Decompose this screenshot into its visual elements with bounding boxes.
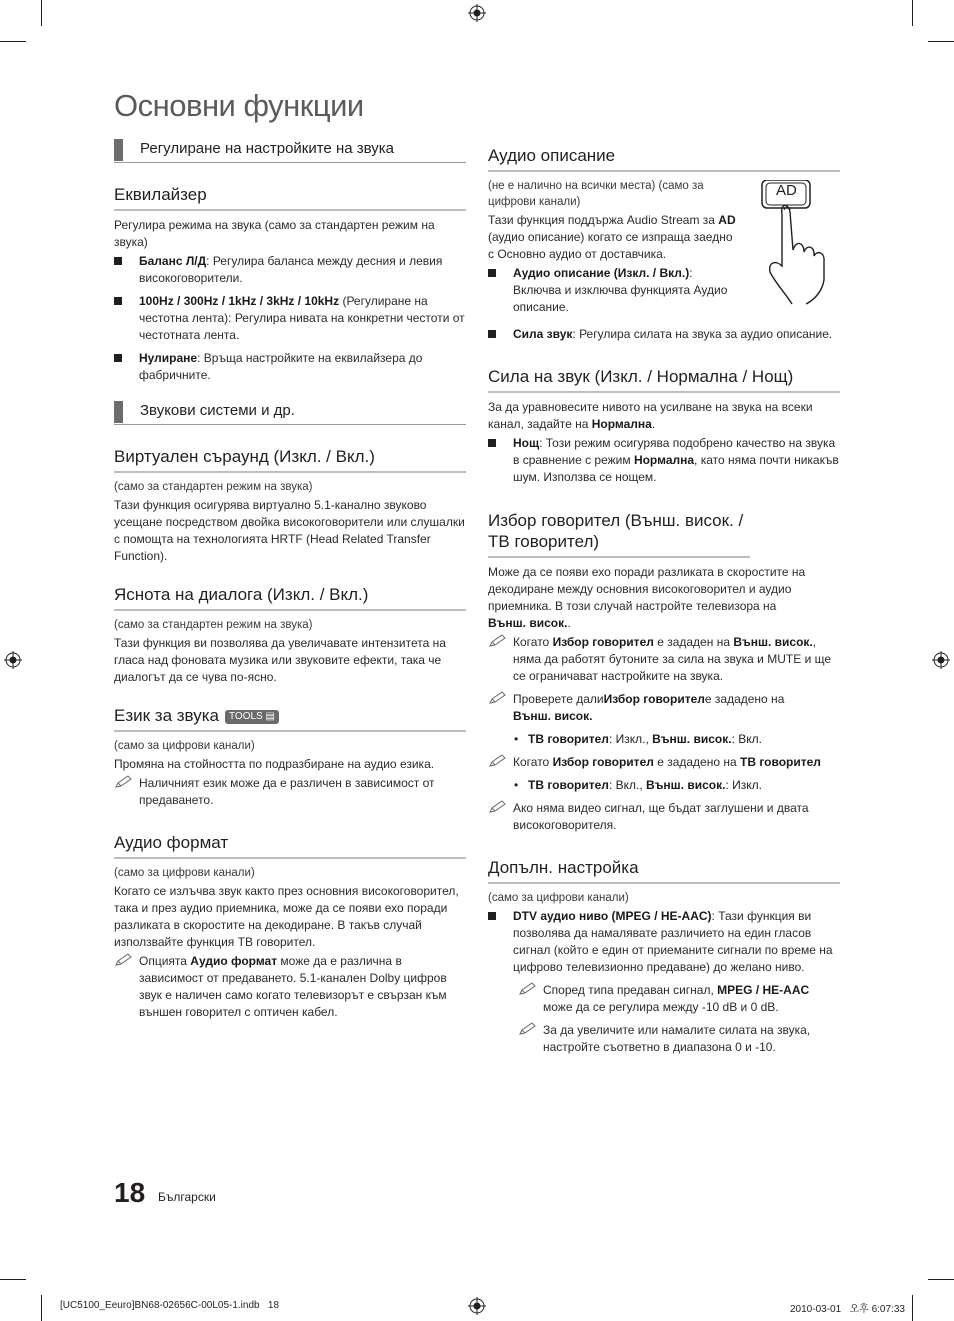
page-language: Български — [158, 1190, 216, 1204]
virtual-surround-text: Тази функция осигурява виртуално 5.1-канално звуково усещане посредством двойка високоговорители или слушалки с помощта на технологията HRTF (Head Related Transfer Function). — [114, 498, 465, 563]
ad-button-label: AD — [776, 182, 797, 199]
page-number: 18 — [114, 1177, 146, 1208]
crop-mark — [0, 1279, 26, 1280]
speaker-select-title: Избор говорител (Външ. висок. / ТВ говорител) — [488, 510, 750, 558]
audio-description-note: (не е налично на всички места) (само за цифрови канали) — [488, 180, 704, 208]
audio-description-section — [488, 146, 840, 343]
crop-mark — [912, 1295, 913, 1321]
audio-description-text: Тази функция поддържа Audio Stream за AD (аудио описание) когато се изпраща заедно с Основно аудио от доставчика. — [488, 213, 736, 261]
note-item: Ако няма видео сигнал, ще бъдат заглушени и двата високоговорителя. — [488, 800, 840, 834]
list-item: DTV аудио ниво (MPEG / HE-AAC): Тази функция ви позволява да намалявате различието на един гласов сигнал (който е един от приеманите сигнали по време на цифрово телевизионно предаване) до желано ниво. — [488, 908, 840, 976]
registration-mark-icon — [468, 1297, 486, 1315]
volume-title: Сила на звук (Изкл. / Нормална / Нощ) — [488, 367, 840, 393]
pencil-note-icon — [488, 634, 508, 648]
extra-settings-note: (само за цифрови канали) — [488, 892, 629, 904]
pencil-note-icon — [114, 775, 134, 789]
note-item: Когато Избор говорител е зададено на ТВ говорител — [488, 754, 840, 771]
volume-section — [488, 367, 840, 486]
print-date-info: 2010-03-01 오후 6:07:33 — [790, 1304, 905, 1315]
audio-description-title: Аудио описание — [488, 146, 840, 172]
registration-mark-icon — [468, 4, 486, 22]
speaker-select-section — [488, 510, 840, 834]
virtual-surround-section — [114, 447, 466, 565]
left-column — [114, 140, 466, 1027]
note-item: Проверете далиИзбор говорителе зададено на Външ. висок. — [488, 691, 840, 725]
volume-text: За да уравновесите нивото на усилване на звука на всеки канал, задайте на Нормална. — [488, 400, 813, 431]
equalizer-title: Еквилайзер — [114, 185, 466, 211]
equalizer-section — [114, 185, 466, 384]
list-item: Нощ: Този режим осигурява подобрено качество на звука в сравнение с режим Нормална, като няма почти никакъв шум. Използва се нощем. — [488, 435, 840, 486]
crop-mark — [928, 41, 954, 42]
pencil-note-icon — [518, 982, 538, 996]
crop-mark — [912, 0, 913, 26]
print-file-info: [UC5100_Eeuro]BN68-02656C-00L05-1.indb 18 — [60, 1300, 280, 1311]
crop-mark — [41, 1295, 42, 1321]
audio-language-title: Език за звука TOOLS ▤ — [114, 706, 466, 732]
audio-format-text: Когато се излъчва звук както през основния високоговорител, така и през аудио приемника, може да се появи ехо поради разликата в скоростите на декодиране. В такъв случай използвайте функция ТВ говорител. — [114, 884, 459, 949]
list-item: Аудио описание (Изкл. / Вкл.): Включва и изключва функцията Аудио описание. — [488, 265, 740, 316]
note-item: Според типа предаван сигнал, MPEG / HE-AAC може да се регулира между -10 dB и 0 dB. — [518, 982, 840, 1016]
registration-mark-icon — [4, 651, 22, 669]
tools-icon: TOOLS ▤ — [225, 710, 279, 724]
virtual-surround-note: (само за стандартен режим на звука) — [114, 481, 313, 493]
audio-format-section — [114, 833, 466, 1021]
list-item: Баланс Л/Д: Регулира баланса между десния и левия високоговорители. — [114, 253, 466, 287]
virtual-surround-title: Виртуален съраунд (Изкл. / Вкл.) — [114, 447, 466, 473]
pencil-note-icon — [488, 754, 508, 768]
list-item: • ТВ говорител: Вкл., Външ. висок.: Изкл. — [488, 777, 840, 794]
registration-mark-icon — [932, 651, 950, 669]
section-header-sound-systems: Звукови системи и др. — [114, 402, 466, 425]
crop-mark — [0, 41, 26, 42]
list-item: Сила звук: Регулира силата на звука за аудио описание. — [488, 326, 840, 343]
audio-format-note: (само за цифрови канали) — [114, 867, 255, 879]
note-item: Наличният език може да е различен в зависимост от предаването. — [114, 775, 466, 809]
note-item: Когато Избор говорител е зададен на Външ. висок., няма да работят бутоните за сила на звука и MUTE и ще се ограничават настройките на звука. — [488, 634, 840, 685]
dialog-clarity-note: (само за стандартен режим на звука) — [114, 619, 313, 631]
pencil-note-icon — [518, 1022, 538, 1036]
audio-language-section — [114, 706, 466, 809]
audio-format-title: Аудио формат — [114, 833, 466, 859]
list-item: Нулиране: Връща настройките на еквилайзера до фабричните. — [114, 350, 466, 384]
page-title: Основни функции — [114, 88, 364, 123]
list-item: • ТВ говорител: Изкл., Външ. висок.: Вкл. — [488, 731, 840, 748]
note-item: Опцията Аудио формат може да е различна в зависимост от предаването. 5.1-канален Dolby цифров звук е наличен само когато телевизорът е свързан към външен говорител с оптичен кабел. — [114, 953, 466, 1021]
hand-pressing-ad-button-icon — [756, 180, 840, 306]
pencil-note-icon — [488, 800, 508, 814]
extra-settings-title: Допълн. настройка — [488, 858, 840, 884]
dialog-clarity-section — [114, 585, 466, 686]
equalizer-desc: Регулира режима на звука (само за стандартен режим на звука) — [114, 218, 435, 249]
extra-settings-section — [488, 858, 840, 1056]
dialog-clarity-text: Тази функция ви позволява да увеличавате интензитета на гласа над фоновата музика или звуковите ефекти, така че диалогът да се чува по-ясно. — [114, 636, 446, 684]
audio-language-note: (само за цифрови канали) — [114, 740, 255, 752]
note-item: За да увеличите или намалите силата на звука, настройте съответно в диапазона 0 и -10. — [518, 1022, 840, 1056]
section-header-sound-settings: Регулиране на настройките на звука — [114, 140, 466, 163]
pencil-note-icon — [488, 691, 508, 705]
pencil-note-icon — [114, 953, 134, 967]
dialog-clarity-title: Яснота на диалога (Изкл. / Вкл.) — [114, 585, 466, 611]
list-item: 100Hz / 300Hz / 1kHz / 3kHz / 10kHz (Регулиране на честотна лента): Регулира нивата на конкретни честоти от честотната лента. — [114, 293, 466, 344]
speaker-select-text: Може да се появи ехо поради разликата в скоростите на декодиране между основния високоговорител и аудио приемника. В този случай настройте телевизора на Външ. висок.. — [488, 565, 806, 630]
right-column — [488, 140, 840, 1062]
crop-mark — [928, 1279, 954, 1280]
audio-language-text: Промяна на стойността по подразбиране на аудио езика. — [114, 757, 435, 771]
crop-mark — [41, 0, 42, 26]
